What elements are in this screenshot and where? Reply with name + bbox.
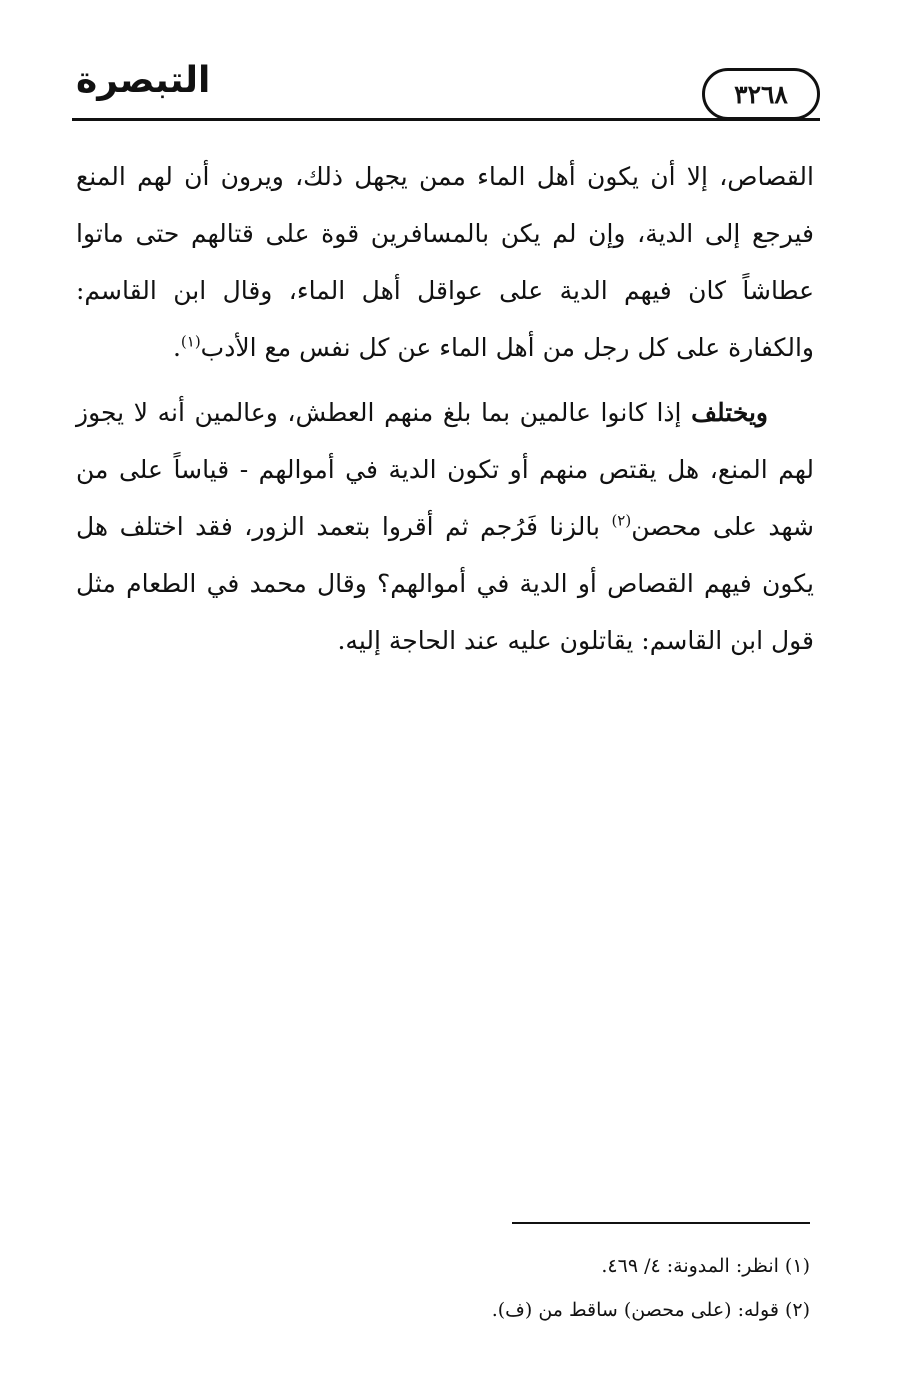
paragraph-2-lead: ويختلف [691, 398, 768, 427]
paragraph-2 [76, 384, 814, 669]
paragraph-1-end: . [172, 333, 181, 362]
footnotes [300, 1244, 810, 1332]
paragraph-1 [76, 148, 814, 376]
footnote-2: (٢) قوله: (على محصن) ساقط من (ف). [491, 1299, 810, 1321]
main-text [76, 148, 814, 669]
page-number: ٣٢٦٨ [702, 68, 820, 120]
header-rule [72, 118, 820, 121]
footnote-separator [512, 1222, 810, 1224]
footnote-ref-1: (١) [180, 332, 201, 351]
paragraph-2-text-b: بالزنا فَرُجم ثم أقروا بتعمد الزور، فقد اختلف هل يكون فيهم القصاص أو الدية في أموالهم؟ وقال محمد في الطعام مثل قول ابن القاسم: يقاتلون عليه عند الحاجة إليه. [76, 512, 814, 655]
footnote-ref-2: (٢) [611, 511, 632, 530]
paragraph-1-text: القصاص، إلا أن يكون أهل الماء ممن يجهل ذلك، ويرون أن لهم المنع فيرجع إلى الدية، وإن لم يكن بالمسافرين قوة على قتالهم حتى ماتوا عطاشاً كان فيهم الدية على عواقل أهل الماء، وقال ابن القاسم: والكفارة على كل رجل من أهل الماء عن كل نفس مع الأدب [76, 162, 814, 362]
footnote-1: (١) انظر: المدونة: ٤/ ٤٦٩. [601, 1255, 810, 1277]
paragraph-2-text-a: إذا كانوا عالمين بما بلغ منهم العطش، وعالمين أنه لا يجوز لهم المنع، هل يقتص منهم أو تكون الدية في أموالهم - قياساً على من شهد على محصن [76, 398, 814, 541]
page-header [72, 58, 820, 128]
book-title: التبصرة [76, 60, 211, 101]
